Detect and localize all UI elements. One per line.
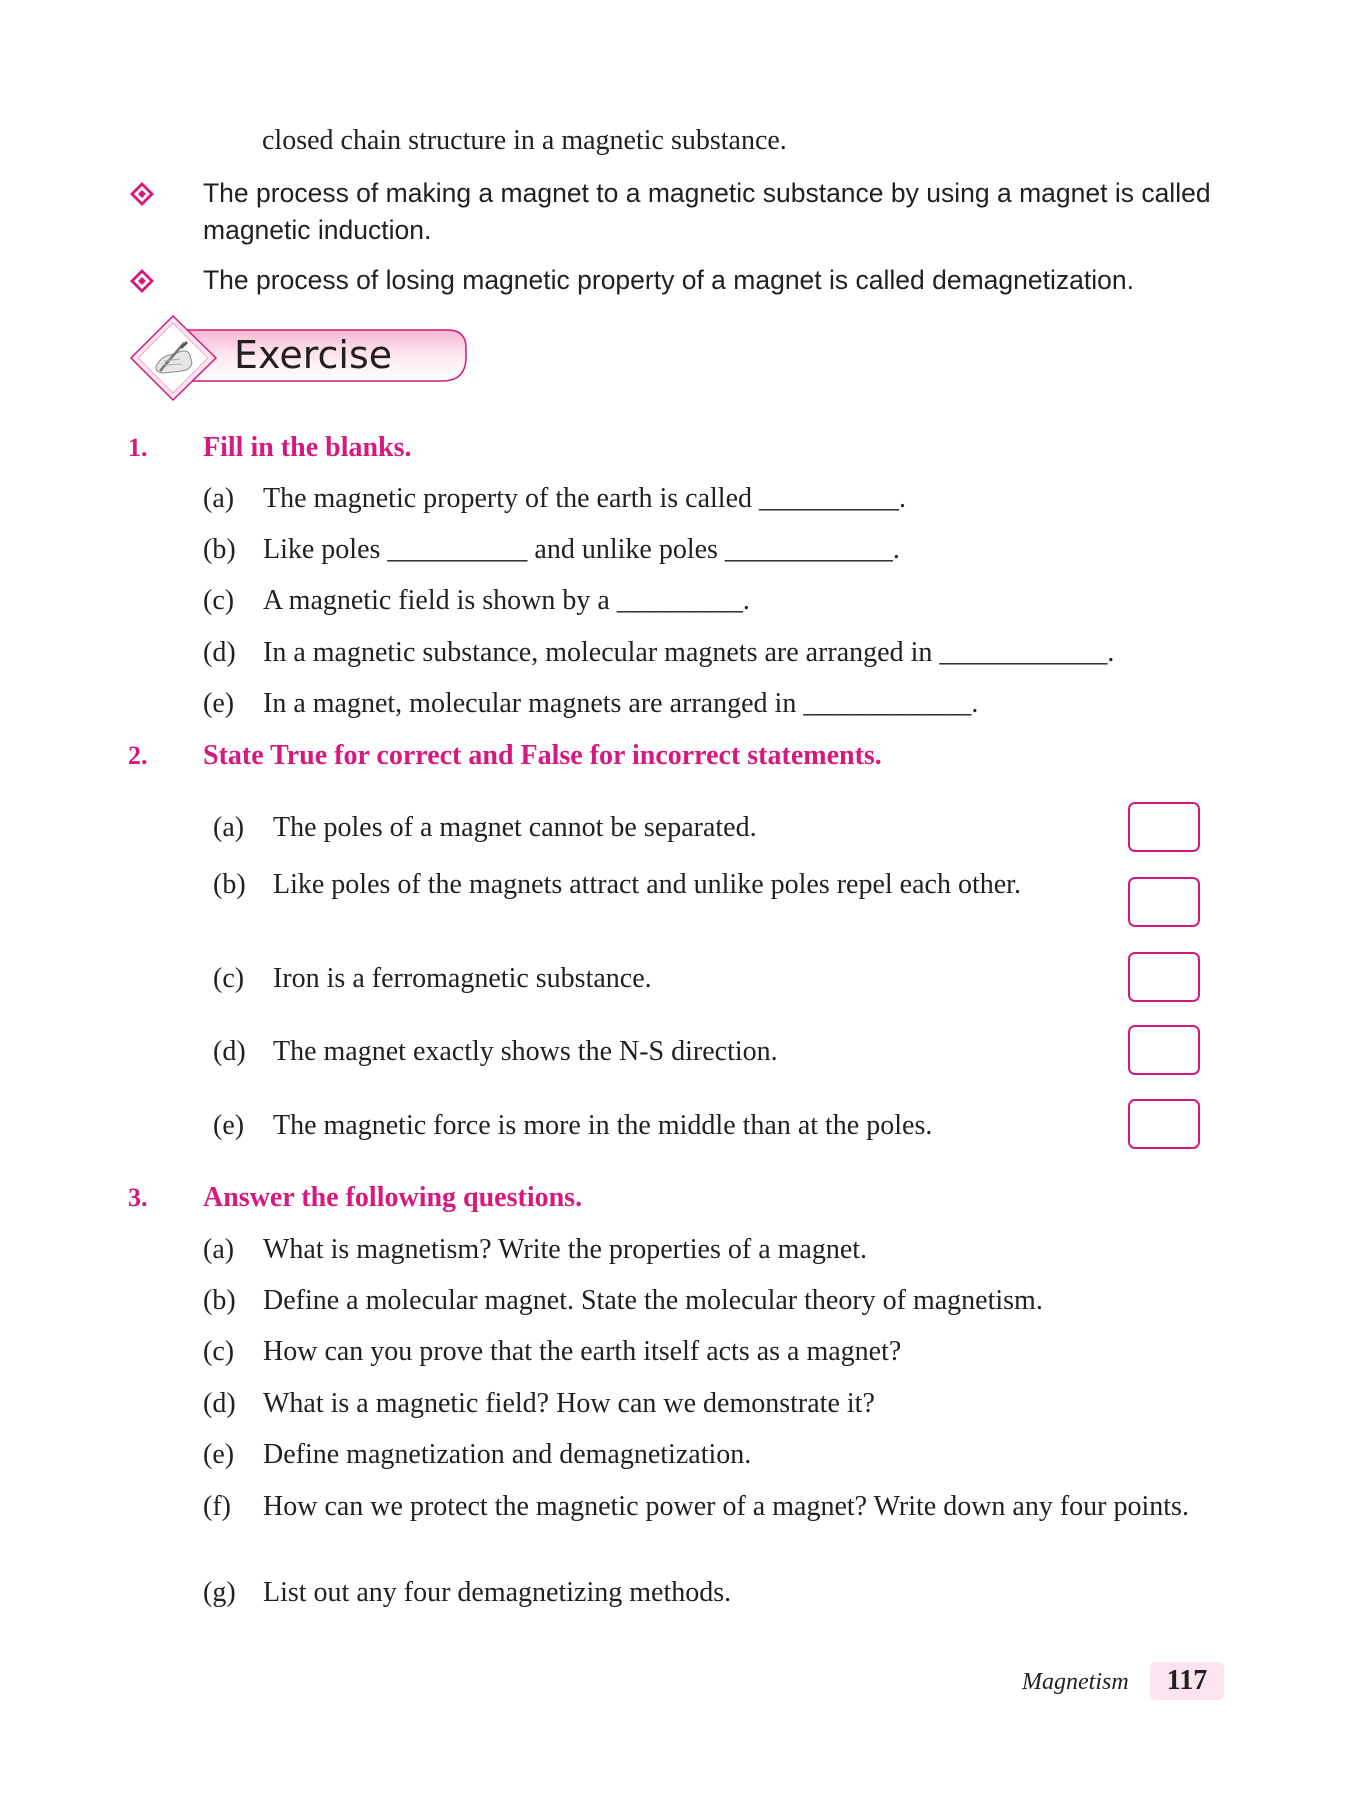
question-text: How can you prove that the earth itself acts as a magnet? <box>263 1336 902 1367</box>
item-label: (a) <box>213 812 245 843</box>
q2-heading: State True for correct and False for incorrect statements. <box>203 740 882 771</box>
item-label: (f) <box>203 1491 231 1522</box>
fill-blank-text: In a magnet, molecular magnets are arranged in ____________. <box>263 688 979 719</box>
item-label: (a) <box>203 483 235 514</box>
item-label: (b) <box>203 534 236 565</box>
statement-text: Like poles of the magnets attract and unlike poles repel each other. <box>273 869 1021 900</box>
intro-continuation: closed chain structure in a magnetic substance. <box>262 125 787 156</box>
true-false-answer-box[interactable] <box>1128 952 1200 1002</box>
page-number-badge: 117 <box>1150 1662 1224 1700</box>
q3-heading: Answer the following questions. <box>203 1182 583 1213</box>
diamond-bullet-icon <box>128 267 156 295</box>
fill-blank-text: The magnetic property of the earth is called __________. <box>263 483 907 514</box>
true-false-answer-box[interactable] <box>1128 1025 1200 1075</box>
item-label: (g) <box>203 1577 236 1608</box>
q3-number: 3. <box>128 1183 148 1212</box>
item-label: (b) <box>213 869 246 900</box>
fill-blank-text: A magnetic field is shown by a _________. <box>263 585 750 616</box>
question-text: Define a molecular magnet. State the molecular theory of magnetism. <box>263 1285 1043 1316</box>
q1-number: 1. <box>128 433 148 462</box>
item-label: (e) <box>213 1110 245 1141</box>
q2-number: 2. <box>128 741 148 770</box>
footer-chapter-title: Magnetism <box>1022 1669 1129 1695</box>
true-false-answer-box[interactable] <box>1128 877 1200 927</box>
item-label: (d) <box>213 1036 246 1067</box>
statement-text: Iron is a ferromagnetic substance. <box>273 963 652 994</box>
statement-text: The magnetic force is more in the middle than at the poles. <box>273 1110 933 1141</box>
item-label: (a) <box>203 1234 235 1265</box>
true-false-answer-box[interactable] <box>1128 802 1200 852</box>
item-label: (d) <box>203 1388 236 1419</box>
item-label: (e) <box>203 1439 235 1470</box>
statement-text: The magnet exactly shows the N-S direction. <box>273 1036 778 1067</box>
item-label: (d) <box>203 637 236 668</box>
true-false-answer-box[interactable] <box>1128 1099 1200 1149</box>
exercise-banner <box>128 313 468 403</box>
bullet-text-induction: The process of making a magnet to a magnetic substance by using a magnet is called magnetic induction. <box>203 178 1211 245</box>
item-label: (c) <box>213 963 245 994</box>
question-text: List out any four demagnetizing methods. <box>263 1577 732 1608</box>
item-label: (e) <box>203 688 235 719</box>
q1-heading: Fill in the blanks. <box>203 432 412 463</box>
diamond-bullet-icon <box>128 180 156 208</box>
exercise-title: Exercise <box>234 333 393 377</box>
question-text: What is a magnetic field? How can we demonstrate it? <box>263 1388 875 1419</box>
fill-blank-text: Like poles __________ and unlike poles ____________. <box>263 534 900 565</box>
question-text: Define magnetization and demagnetization. <box>263 1439 752 1470</box>
statement-text: The poles of a magnet cannot be separated. <box>273 812 757 843</box>
fill-blank-text: In a magnetic substance, molecular magnets are arranged in ____________. <box>263 637 1115 668</box>
bullet-text-demagnetization: The process of losing magnetic property of a magnet is called demagnetization. <box>203 265 1134 295</box>
pencil-hand-icon <box>150 337 196 379</box>
item-label: (c) <box>203 1336 235 1367</box>
question-text: How can we protect the magnetic power of a magnet? Write down any four points. <box>263 1491 1189 1522</box>
question-text: What is magnetism? Write the properties of a magnet. <box>263 1234 868 1265</box>
item-label: (c) <box>203 585 235 616</box>
item-label: (b) <box>203 1285 236 1316</box>
